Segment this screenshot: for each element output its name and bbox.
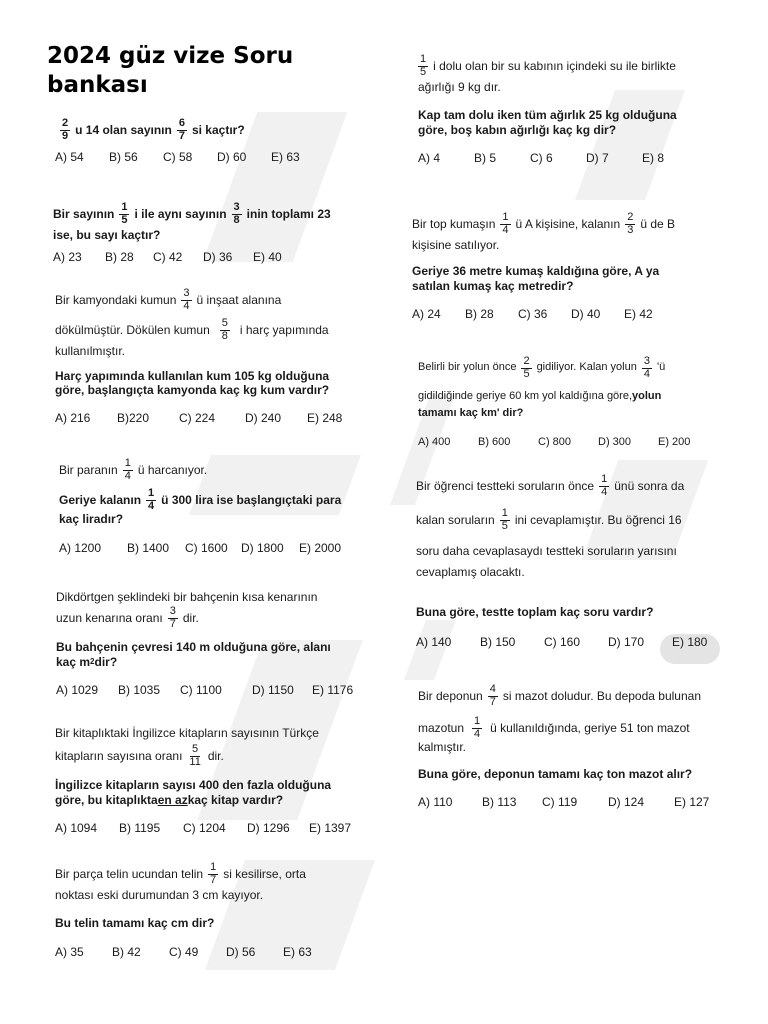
answer-options xyxy=(418,795,758,809)
answer-options xyxy=(418,151,748,165)
fraction: $\frac{1}{4}$ xyxy=(474,715,481,740)
option-c[interactable]: C) 119 xyxy=(542,794,578,809)
option-c[interactable]: C) 42 xyxy=(153,250,183,265)
option-a[interactable]: A) 35 xyxy=(55,944,84,959)
option-e[interactable]: E) 2000 xyxy=(299,540,342,555)
fraction: $\frac{3}{8}$ xyxy=(233,201,240,226)
answer-options xyxy=(55,821,385,835)
fraction: $\frac{4}{7}$ xyxy=(489,683,496,708)
answer-options xyxy=(55,150,385,164)
option-b[interactable]: B) 28 xyxy=(105,250,134,265)
fraction: $\frac{1}{4}$ xyxy=(148,487,155,512)
option-d[interactable]: D) 56 xyxy=(226,944,256,959)
option-d[interactable]: D) 36 xyxy=(203,250,233,265)
option-e[interactable]: E) 40 xyxy=(253,250,282,265)
option-b[interactable]: B) 600 xyxy=(478,436,511,449)
question-6: Bir kitaplıktaki İngilizce kitapların sayısının Türkçe kitapların sayısına oranı $\frac{5}{11}$ dir. İngilizce kitapların sayısı 400 den fazla olduğuna göre, bu kitaplıkta en az kaç kitap vardır? A) 1094 B) 1195 C) 1204 D) 1296 E) 1397 xyxy=(55,726,385,836)
fraction: $\frac{1}{4}$ xyxy=(502,211,509,236)
fraction: $\frac{1}{4}$ xyxy=(124,457,131,482)
option-e[interactable]: E) 63 xyxy=(271,150,300,165)
option-a[interactable]: A) 1029 xyxy=(56,683,99,698)
option-b[interactable]: B) 1195 xyxy=(119,821,161,836)
answer-options xyxy=(418,436,748,449)
fraction: $\frac{2}{5}$ xyxy=(523,355,530,380)
option-d[interactable]: D) 300 xyxy=(598,436,632,449)
answer-options xyxy=(55,945,385,959)
option-a[interactable]: A) 24 xyxy=(412,307,441,322)
option-b[interactable]: B) 42 xyxy=(112,944,141,959)
option-c[interactable]: C) 1600 xyxy=(185,540,228,555)
option-e[interactable]: E) 248 xyxy=(307,411,343,426)
question-12: Bir deponun $\frac{4}{7}$ si mazot doludur. Bu depoda bulunan mazotun $\frac{1}{4}$ ü kullanıldığında, geriye 51 ton mazot kalmıştır. Buna göre, deponun tamamı kaç ton mazot alır? A) 110 B) 113 C) 119 D) 124 E) 127 xyxy=(418,684,758,809)
fraction: $\frac{1}{5}$ xyxy=(420,53,427,78)
answer-options xyxy=(55,411,385,425)
option-a[interactable]: A) 1200 xyxy=(59,540,102,555)
question-5: Dikdörtgen şeklindeki bir bahçenin kısa kenarının uzun kenarına oranı $\frac{3}{7}$ dir. Bu bahçenin çevresi 140 m olduğuna göre, alanı kaç m 2 dir? A) 1029 B) 1035 C) 1100 D) 1150 E) 1176 xyxy=(56,590,386,698)
option-c[interactable]: C) 160 xyxy=(544,635,581,650)
option-d[interactable]: D) 170 xyxy=(608,635,645,650)
option-c[interactable]: C) 58 xyxy=(163,150,193,165)
question-11: Bir öğrenci testteki soruların önce $\frac{1}{4}$ ünü sonra da kalan soruların $\frac{1}{5}$ ini cevaplamıştır. Bu öğrenci 16 soru daha cevaplasaydı testteki soruların yarısını cevaplamış olacaktı. Buna göre, testte toplam kaç soru vardır? A) 140 B) 150 C) 160 D) 170 E) 180 xyxy=(416,474,746,650)
fraction: $\frac{5}{11}$ xyxy=(189,743,201,768)
option-b[interactable]: B) 28 xyxy=(465,307,494,322)
fraction: $\frac{3}{7}$ xyxy=(169,605,176,630)
question-3: Bir kamyondaki kumun $\frac{3}{4}$ ü inşaat alanına dökülmüştür. Dökülen kumun $\frac{5}{8}$ i harç yapımında kullanılmıştır. Harç yapımında kullanılan kum 105 kg olduğuna göre, başlangıçta kamyonda kaç kg kum vardır? A) 216 B)220 C) 224 D) 240 E) 248 xyxy=(55,288,385,426)
answer-options xyxy=(412,307,742,321)
option-b[interactable]: B) 113 xyxy=(482,794,517,809)
option-e[interactable]: E) 1176 xyxy=(312,683,354,698)
question-4: Bir paranın $\frac{1}{4}$ ü harcanıyor. Geriye kalanın $\frac{1}{4}$ ü 300 lira ise başlangıçtaki para kaç liradır? A) 1200 B) 1400 C) 1600 D) 1800 E) 2000 xyxy=(59,458,389,555)
option-c[interactable]: C) 800 xyxy=(538,436,572,449)
option-e[interactable]: E) 1397 xyxy=(309,821,352,836)
fraction: $\frac{1}{4}$ xyxy=(601,473,608,498)
option-e[interactable]: E) 127 xyxy=(674,794,710,809)
fraction: $\frac{2}{9}$ xyxy=(62,117,69,142)
option-e[interactable]: E) 180 xyxy=(672,635,708,650)
option-d[interactable]: D) 40 xyxy=(571,307,601,322)
answer-options xyxy=(56,683,386,697)
option-a[interactable]: A) 110 xyxy=(418,794,453,809)
option-b[interactable]: B)220 xyxy=(117,411,150,426)
option-b[interactable]: B) 5 xyxy=(474,151,497,166)
option-a[interactable]: A) 23 xyxy=(53,250,82,265)
option-b[interactable]: B) 56 xyxy=(109,150,138,165)
option-c[interactable]: C) 1204 xyxy=(183,821,226,836)
option-c[interactable]: C) 6 xyxy=(530,151,553,166)
fraction: $\frac{3}{4}$ xyxy=(643,355,650,380)
answer-options xyxy=(416,635,746,649)
option-d[interactable]: D) 60 xyxy=(217,150,247,165)
answer-options xyxy=(59,541,389,555)
fraction: $\frac{2}{3}$ xyxy=(627,211,634,236)
option-e[interactable]: E) 63 xyxy=(283,944,312,959)
option-d[interactable]: D) 240 xyxy=(245,411,282,426)
option-b[interactable]: B) 1035 xyxy=(118,683,161,698)
option-d[interactable]: D) 1296 xyxy=(247,821,290,836)
option-c[interactable]: C) 224 xyxy=(179,411,216,426)
fraction: $\frac{1}{5}$ xyxy=(501,507,508,532)
option-a[interactable]: A) 4 xyxy=(418,151,441,166)
fraction: $\frac{3}{4}$ xyxy=(183,287,190,312)
question-7: Bir parça telin ucundan telin $\frac{1}{7}$ si kesilirse, orta noktası eski durumundan 3 cm kayıyor. Bu telin tamamı kaç cm dir? A) 35 B) 42 C) 49 D) 56 E) 63 xyxy=(55,862,385,959)
question-8: $\frac{1}{5}$ i dolu olan bir su kabının içindeki su ile birlikte ağırlığı 9 kg dır. Kap tam dolu iken tüm ağırlık 25 kg olduğuna göre, boş kabın ağırlığı kaç kg dir? A) 4 B) 5 C) 6 D) 7 E) 8 xyxy=(418,54,748,166)
page-title: 2024 güz vize Soru bankası xyxy=(47,43,294,98)
option-d[interactable]: D) 7 xyxy=(586,151,609,166)
option-a[interactable]: A) 54 xyxy=(55,150,84,165)
fraction: $\frac{5}{8}$ xyxy=(221,317,228,342)
option-c[interactable]: C) 36 xyxy=(518,307,548,322)
question-9: Bir top kumaşın $\frac{1}{4}$ ü A kişisine, kalanın $\frac{2}{3}$ ü de B kişisine satılıyor. Geriye 36 metre kumaş kaldığına göre, A ya satılan kumaş kaç metredir? A) 24 B) 28 C) 36 D) 40 E) 42 xyxy=(412,212,742,322)
option-e[interactable]: E) 200 xyxy=(658,436,691,449)
question-1: $\frac{2}{9}$ u 14 olan sayının $\frac{6}{7}$ si kaçtır? A) 54 B) 56 C) 58 D) 60 E) 63 xyxy=(55,118,385,164)
option-d[interactable]: D) 1800 xyxy=(241,540,284,555)
option-e[interactable]: E) 8 xyxy=(642,151,665,166)
option-b[interactable]: B) 150 xyxy=(480,635,516,650)
option-a[interactable]: A) 140 xyxy=(416,635,452,650)
question-10: Belirli bir yolun önce $\frac{2}{5}$ gidiliyor. Kalan yolun $\frac{3}{4}$ 'ü gidildiğinde geriye 60 km yol kaldığına göre, yolun tamamı kaç km' dir? A) 400 B) 600 C) 800 D) 300 E) 200 xyxy=(418,356,748,450)
option-b[interactable]: B) 1400 xyxy=(127,540,170,555)
option-a[interactable]: A) 216 xyxy=(55,411,91,426)
option-a[interactable]: A) 1094 xyxy=(55,821,98,836)
option-c[interactable]: C) 49 xyxy=(169,944,199,959)
option-d[interactable]: D) 1150 xyxy=(252,683,294,698)
fraction: $\frac{1}{5}$ xyxy=(121,201,128,226)
option-a[interactable]: A) 400 xyxy=(418,436,451,449)
option-c[interactable]: C) 1100 xyxy=(180,683,222,698)
question-2: Bir sayının $\frac{1}{5}$ i ile aynı sayının $\frac{3}{8}$ inin toplamı 23 ise, bu sayı kaçtır? A) 23 B) 28 C) 42 D) 36 E) 40 xyxy=(53,202,383,265)
fraction: $\frac{6}{7}$ xyxy=(178,117,185,142)
option-e[interactable]: E) 42 xyxy=(624,307,653,322)
option-d[interactable]: D) 124 xyxy=(608,794,645,809)
answer-options xyxy=(53,250,383,264)
fraction: $\frac{1}{7}$ xyxy=(210,861,217,886)
